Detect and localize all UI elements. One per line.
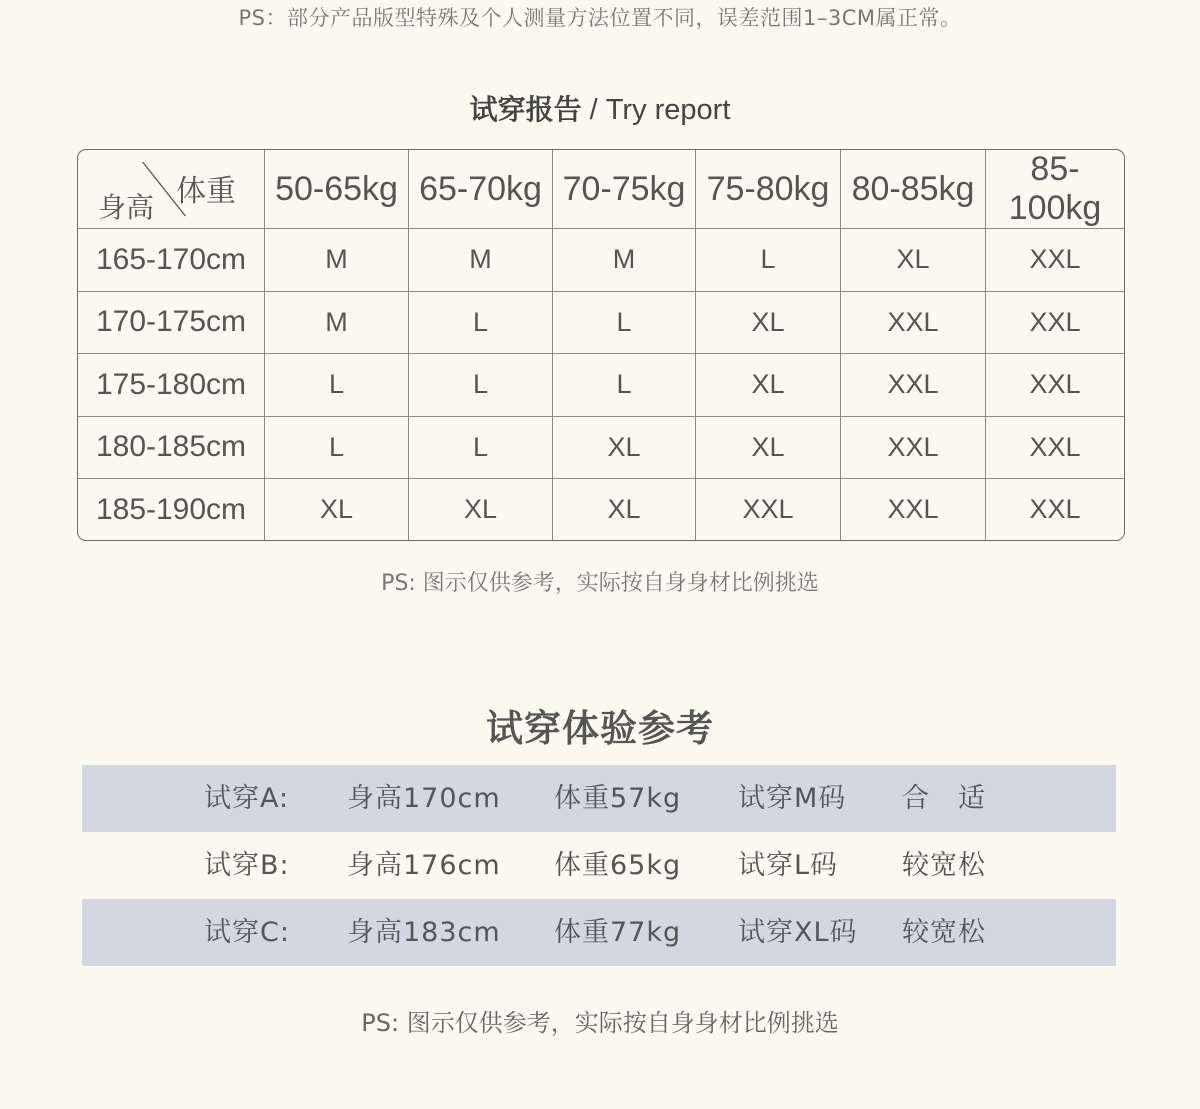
- size-cell: L: [409, 292, 553, 355]
- table-row: [78, 229, 1124, 292]
- size-cell: XL: [696, 354, 841, 417]
- size-cell: XL: [696, 292, 841, 355]
- height-row-header: 180-185cm: [78, 417, 265, 480]
- size-chart-table: [77, 149, 1125, 541]
- height-axis-label: 身高: [98, 191, 155, 224]
- size-cell: XL: [841, 229, 986, 292]
- tester-height: 身高170cm: [347, 783, 501, 814]
- try-on-experience-title: 试穿体验参考: [486, 707, 714, 750]
- size-cell: XXL: [841, 417, 986, 480]
- table-row: [78, 354, 1124, 417]
- tester-weight: 体重65kg: [554, 850, 682, 881]
- tester-label: 试穿B:: [204, 850, 290, 881]
- weight-header: 85-100kg: [986, 150, 1124, 229]
- tester-height: 身高183cm: [347, 917, 501, 948]
- tester-size: 试穿L码: [738, 850, 839, 881]
- tester-label: 试穿A:: [204, 783, 290, 814]
- height-row-header: 185-190cm: [78, 479, 265, 540]
- tester-fit: 合 适: [902, 783, 986, 814]
- size-cell: XXL: [841, 354, 986, 417]
- size-cell: L: [409, 417, 553, 480]
- size-cell: XXL: [986, 417, 1124, 480]
- size-cell: XL: [553, 417, 696, 480]
- size-cell: L: [696, 229, 841, 292]
- tester-size: 试穿XL码: [738, 917, 858, 948]
- table-row: [78, 417, 1124, 480]
- size-cell: L: [409, 354, 553, 417]
- weight-header: 80-85kg: [841, 150, 986, 229]
- size-chart-header-row: [78, 150, 1124, 229]
- size-cell: M: [265, 229, 409, 292]
- size-cell: XXL: [841, 292, 986, 355]
- size-cell: M: [409, 229, 553, 292]
- size-cell: XXL: [986, 292, 1124, 355]
- size-cell: XL: [696, 417, 841, 480]
- table-row: [78, 479, 1124, 540]
- try-report-title-en: / Try report: [581, 94, 731, 126]
- size-cell: L: [265, 417, 409, 480]
- size-cell: XL: [265, 479, 409, 540]
- table-row: [78, 292, 1124, 355]
- size-cell: L: [553, 292, 696, 355]
- weight-header: 75-80kg: [696, 150, 841, 229]
- measurement-error-note: PS：部分产品版型特殊及个人测量方法位置不同，误差范围1–3CM属正常。: [238, 6, 962, 30]
- experience-note: PS: 图示仅供参考，实际按自身身材比例挑选: [361, 1009, 839, 1037]
- tester-weight: 体重57kg: [554, 783, 682, 814]
- tester-height: 身高176cm: [347, 850, 501, 881]
- size-cell: XL: [553, 479, 696, 540]
- tester-size: 试穿M码: [738, 783, 847, 814]
- try-on-row-b: [82, 832, 1116, 899]
- size-chart-note: PS: 图示仅供参考，实际按自身身材比例挑选: [381, 571, 819, 596]
- size-cell: XXL: [1029, 494, 1081, 525]
- weight-header: 70-75kg: [553, 150, 696, 229]
- weight-axis-label: 体重: [176, 174, 236, 209]
- tester-fit: 较宽松: [902, 850, 986, 881]
- size-cell: L: [553, 354, 696, 417]
- height-row-header: 165-170cm: [78, 229, 265, 292]
- size-cell: XXL: [986, 354, 1124, 417]
- tester-weight: 体重77kg: [554, 917, 682, 948]
- size-cell: M: [265, 292, 409, 355]
- corner-header-cell: [78, 150, 265, 229]
- size-cell: M: [553, 229, 696, 292]
- try-report-title: [0, 88, 1200, 128]
- size-cell: XXL: [696, 479, 841, 540]
- try-report-title-cn: 试穿报告: [469, 93, 582, 126]
- weight-header: 65-70kg: [409, 150, 553, 229]
- height-row-header: 170-175cm: [78, 292, 265, 355]
- tester-label: 试穿C:: [204, 917, 290, 948]
- tester-fit: 较宽松: [902, 917, 986, 948]
- height-row-header: 175-180cm: [78, 354, 265, 417]
- try-on-row-a: [82, 765, 1116, 832]
- size-cell: L: [265, 354, 409, 417]
- size-cell: XL: [409, 479, 553, 540]
- size-cell: XXL: [986, 229, 1124, 292]
- weight-header: 50-65kg: [265, 150, 409, 229]
- try-on-row-c: [82, 899, 1116, 966]
- size-cell: XXL: [841, 479, 986, 540]
